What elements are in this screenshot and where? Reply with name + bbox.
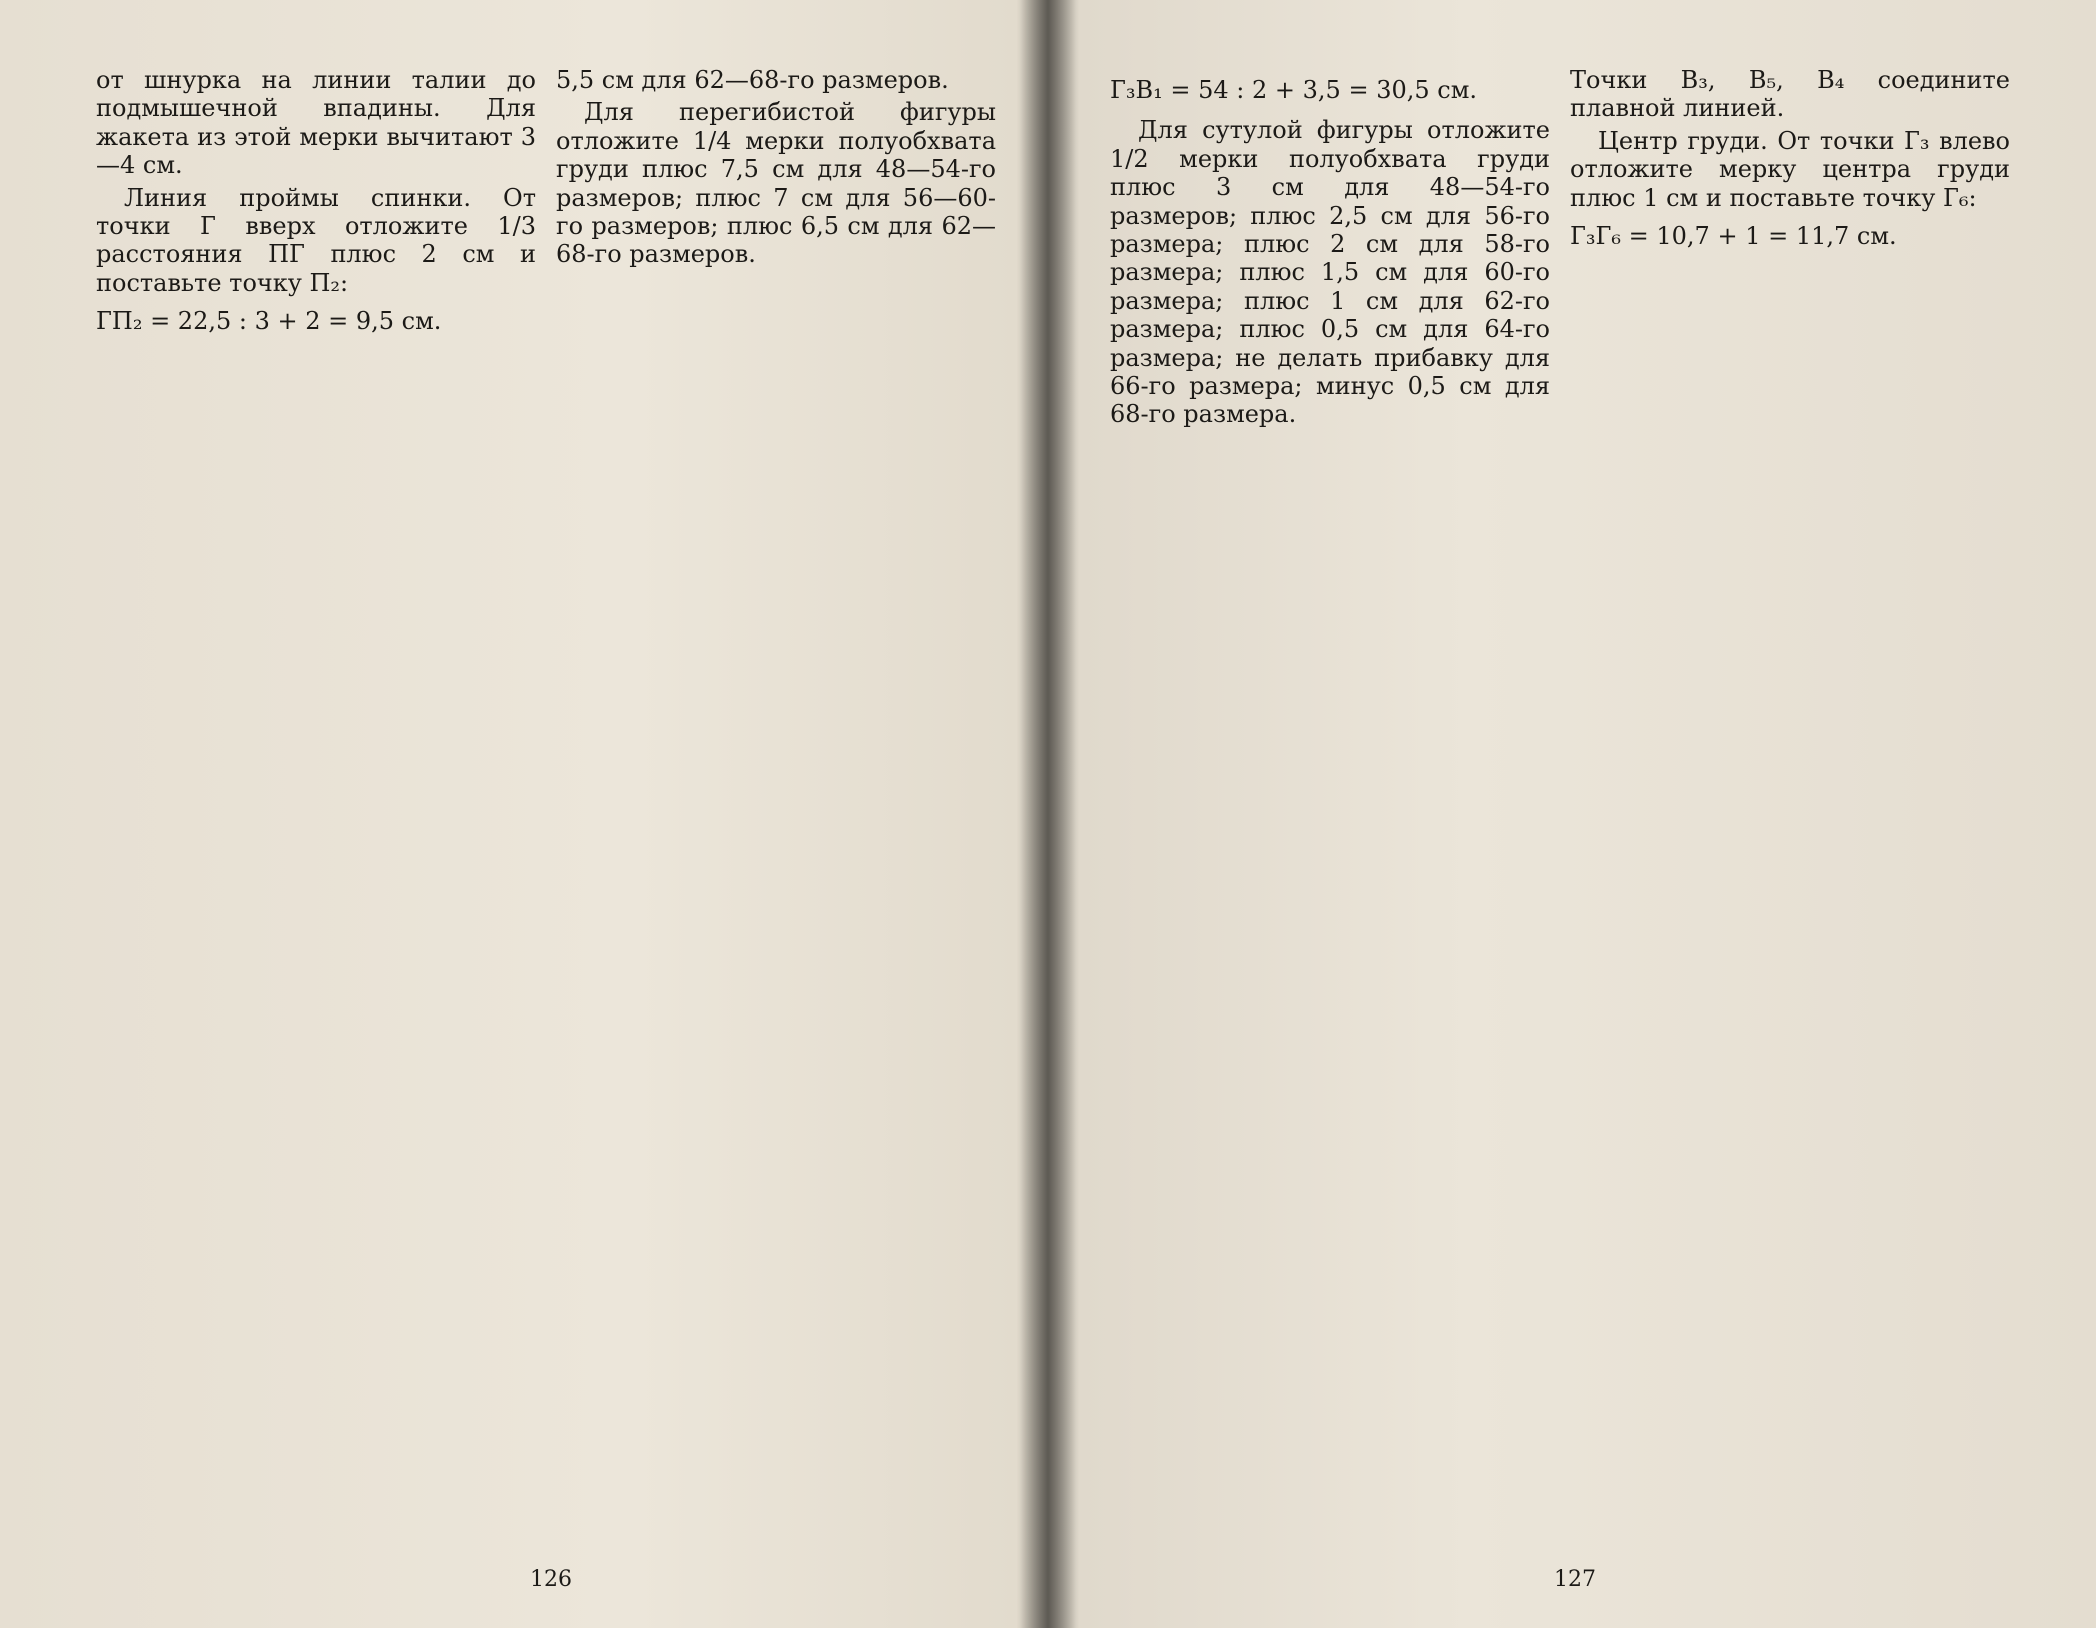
page-number: 126: [530, 1567, 572, 1592]
right-column-2: [1570, 66, 2010, 262]
left-column-2: [556, 66, 996, 273]
paragraph: Для сутулой фигуры отложите 1/2 мерки полуобхвата груди плюс 3 см для 48—54-го размеров; плюс 2,5 см для 56-го размера; плюс 2 см для 58-го размера; плюс 1,5 см для 60-го размера; плюс 1 см для 62-го размера; плюс 0,5 см для 64-го размера; не делать прибавку для 66-го размера; минус 0,5 см для 68-го размера.: [1110, 116, 1550, 429]
paragraph: от шнурка на линии талии до подмышечной впадины. Для жакета из этой мерки вычитают 3—4 см.: [96, 66, 536, 180]
formula: Г₃В₁ = 54 : 2 + 3,5 = 30,5 см.: [1110, 76, 1477, 104]
paragraph: Точки В₃, В₅, В₄ соедините плавной линией.: [1570, 66, 2010, 123]
right-column-1: [1110, 66, 1550, 433]
left-column-1: [96, 66, 536, 348]
formula: Г₃Г₆ = 10,7 + 1 = 11,7 см.: [1570, 222, 1897, 251]
paragraph: Для перегибистой фигуры отложите 1/4 мерки полуобхвата груди плюс 7,5 см для 48—54-го размеров; плюс 7 см для 56—60-го размеров; плюс 6,5 см для 62—68-го размеров.: [556, 98, 996, 269]
paragraph: Линия проймы спинки. От точки Г вверх отложите 1/3 расстояния ПГ плюс 2 см и поставьте точку П₂:: [96, 183, 536, 297]
right-page: [1048, 0, 2096, 1628]
formula: ГП₂ = 22,5 : 3 + 2 = 9,5 см.: [96, 307, 442, 336]
paragraph: Центр груди. От точки Г₃ влево отложите мерку центра груди плюс 1 см и поставьте точку Г₆:: [1570, 126, 2010, 212]
paragraph: 5,5 см для 62—68-го размеров.: [556, 66, 949, 94]
page-number: 127: [1554, 1567, 1596, 1592]
